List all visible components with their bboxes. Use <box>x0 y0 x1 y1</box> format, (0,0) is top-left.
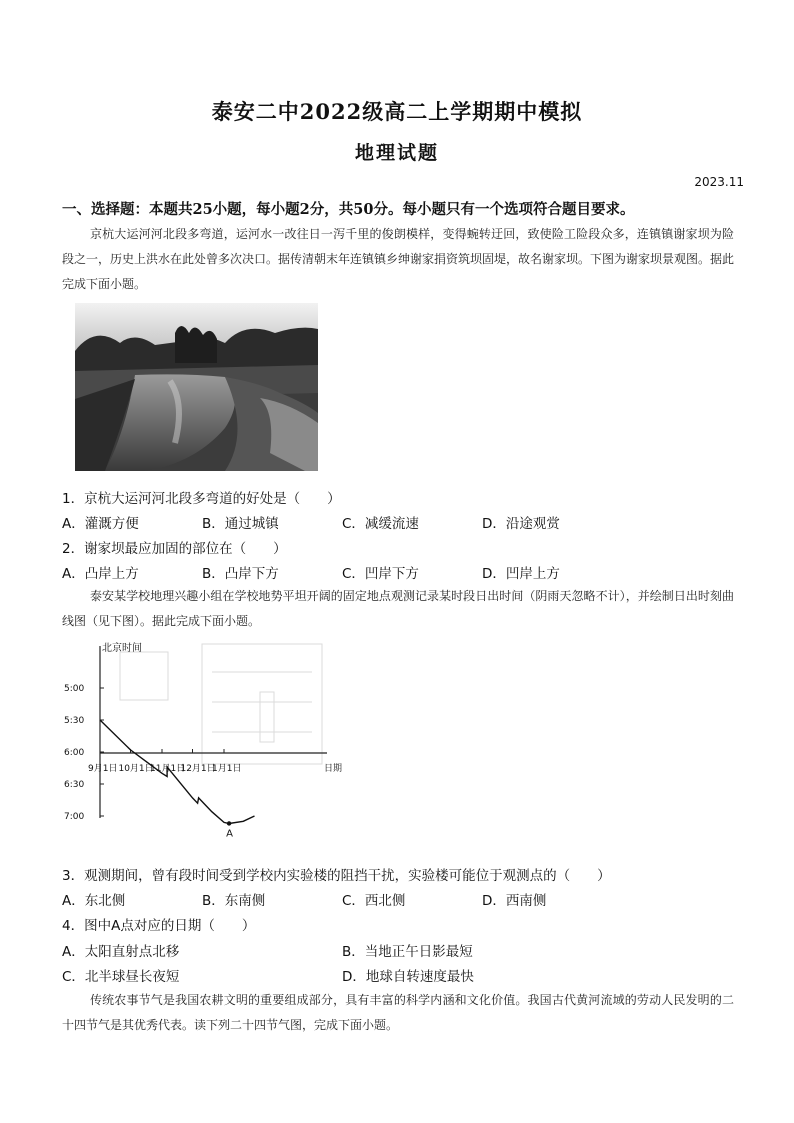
passage-sunrise: 泰安某学校地理兴趣小组在学校地势平坦开阔的固定地点观测记录某时段日出时间（阴雨天忽略不计），并绘制日出时刻曲线图（见下图）。据此完成下面小题。 <box>62 589 734 628</box>
exam-date: 2023.11 <box>694 175 744 189</box>
q1-option-a[interactable]: A．灌溉方便 <box>62 516 139 532</box>
q4-option-d[interactable]: D．地球自转速度最快 <box>342 969 474 985</box>
q3-option-b[interactable]: B．东南侧 <box>202 893 266 909</box>
question-2-stem: 2．谢家坝最应加固的部位在（ ） <box>62 541 287 557</box>
y-tick-label: 7:00 <box>64 812 85 822</box>
question-3-stem: 3．观测期间，曾有段时间受到学校内实验楼的阻挡干扰，实验楼可能位于观测点的（ ） <box>62 868 611 884</box>
q4-option-a[interactable]: A．太阳直射点北移 <box>62 944 180 960</box>
x-tick-label: 11月1日 <box>150 764 186 774</box>
q2-option-d[interactable]: D．凹岸上方 <box>482 566 560 582</box>
point-a-marker <box>227 821 231 825</box>
q3-option-a[interactable]: A．东北侧 <box>62 893 126 909</box>
q2-option-a[interactable]: A．凸岸上方 <box>62 566 139 582</box>
q2-option-b[interactable]: B．凸岸下方 <box>202 566 279 582</box>
point-a-label: A <box>226 828 233 840</box>
section-heading: 一、选择题：本题共25小题，每小题2分，共50分。每小题只有一个选项符合题目要求。 <box>62 201 635 218</box>
x-tick-label: 9月1日 <box>88 764 118 774</box>
y-tick-label: 6:00 <box>64 748 85 758</box>
q2-option-c[interactable]: C．凹岸下方 <box>342 566 419 582</box>
q4-option-c[interactable]: C．北半球昼长夜短 <box>62 969 180 985</box>
q1-option-d[interactable]: D．沿途观赏 <box>482 516 560 532</box>
chart-faded-background <box>120 644 322 764</box>
xiejia-dam-photo <box>75 303 318 471</box>
y-tick-label: 5:30 <box>64 716 85 726</box>
q4-option-b[interactable]: B．当地正午日影最短 <box>342 944 473 960</box>
passage-solar-terms: 传统农事节气是我国农耕文明的重要组成部分，具有丰富的科学内涵和文化价值。我国古代黄河流域的劳动人民发明的二十四节气是其优秀代表。读下列二十四节气图，完成下面小题。 <box>62 993 734 1032</box>
y-tick-label: 6:30 <box>64 780 85 790</box>
q1-option-b[interactable]: B．通过城镇 <box>202 516 279 532</box>
y-axis-label: 北京时间 <box>102 643 142 654</box>
x-tick-label: 1月1日 <box>212 764 242 774</box>
y-tick-label: 5:00 <box>64 684 85 694</box>
question-4-stem: 4．图中A点对应的日期（ ） <box>62 918 256 934</box>
q3-option-d[interactable]: D．西南侧 <box>482 893 547 909</box>
q3-option-c[interactable]: C．西北侧 <box>342 893 406 909</box>
exam-title: 泰安二中2022级高二上学期期中模拟 <box>211 99 583 124</box>
exam-subtitle: 地理试题 <box>354 142 439 164</box>
sunrise-time-chart <box>62 632 352 852</box>
q1-option-c[interactable]: C．减缓流速 <box>342 516 419 532</box>
x-tick-label: 12月1日 <box>180 764 216 774</box>
x-axis-label: 日期 <box>324 764 343 774</box>
x-tick-label: 10月1日 <box>118 764 154 774</box>
passage-grand-canal: 京杭大运河河北段多弯道，运河水一改往日一泻千里的俊朗模样，变得蜿转迂回，致使险工险段众多，连镇镇谢家坝为险段之一，历史上洪水在此处曾多次决口。据传清朝末年连镇镇乡绅谢家捐资筑坝固堤，故名谢家坝。下图为谢家坝景观图。据此完成下面小题。 <box>62 227 735 291</box>
question-1-stem: 1．京杭大运河河北段多弯道的好处是（ ） <box>62 491 341 507</box>
